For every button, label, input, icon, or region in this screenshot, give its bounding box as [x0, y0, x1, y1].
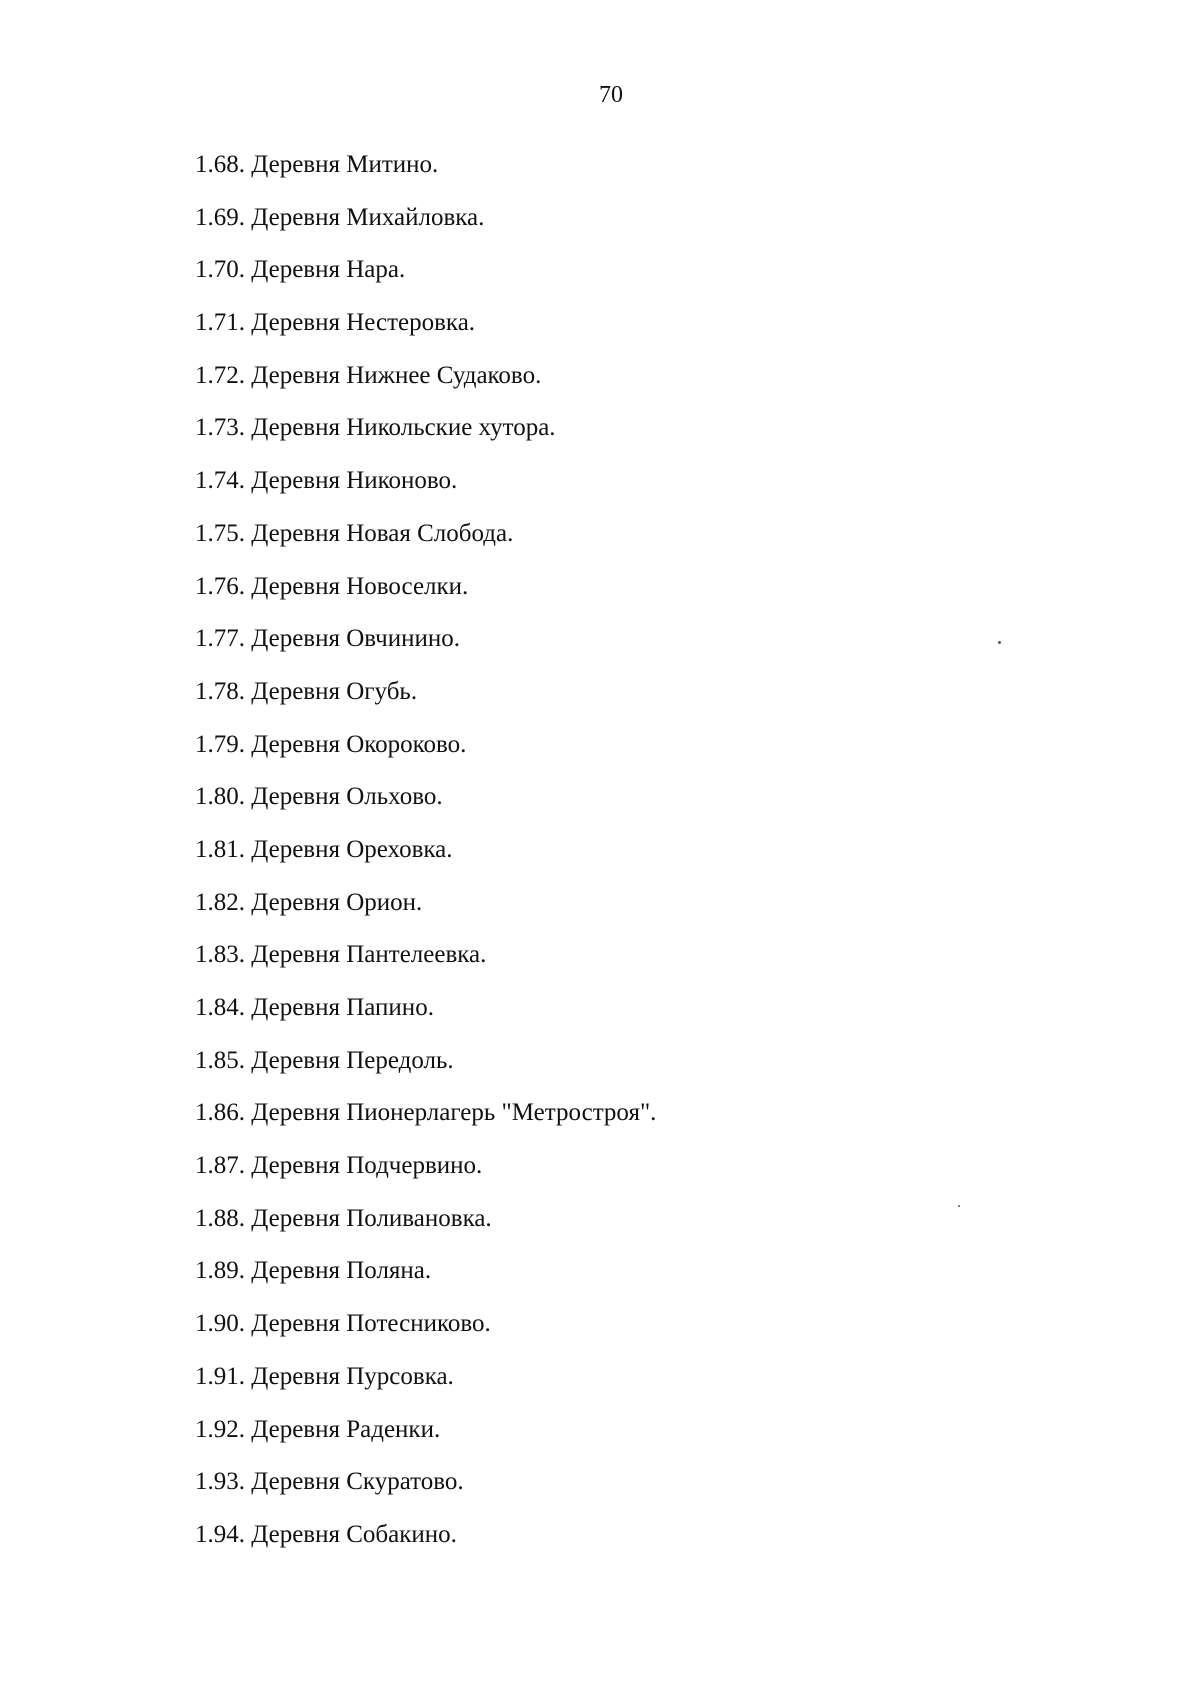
list-item: 1.78. Деревня Огубь. [195, 677, 418, 705]
list-item: 1.73. Деревня Никольские хутора. [195, 414, 556, 442]
settlement-list [195, 150, 656, 1573]
scan-speck [998, 641, 1001, 644]
list-item: 1.72. Деревня Нижнее Судаково. [195, 361, 542, 389]
list-item: 1.94. Деревня Собакино. [195, 1520, 457, 1548]
list-item: 1.70. Деревня Нара. [195, 256, 406, 284]
list-item: 1.79. Деревня Окороково. [195, 730, 467, 758]
list-item: 1.87. Деревня Подчервино. [195, 1152, 483, 1180]
list-item: 1.69. Деревня Михайловка. [195, 203, 485, 231]
list-item: 1.75. Деревня Новая Слобода. [195, 519, 514, 547]
list-item: 1.86. Деревня Пионерлагерь "Метростроя". [195, 1099, 657, 1127]
list-item: 1.88. Деревня Поливановка. [195, 1204, 492, 1232]
list-item: 1.80. Деревня Ольхово. [195, 783, 443, 811]
list-item: 1.89. Деревня Поляна. [195, 1257, 432, 1285]
list-item: 1.84. Деревня Папино. [195, 994, 434, 1021]
list-item: 1.91. Деревня Пурсовка. [195, 1362, 454, 1390]
list-item: 1.71. Деревня Нестеровка. [195, 309, 476, 337]
list-item: 1.93. Деревня Скуратово. [195, 1468, 464, 1496]
page-number: 70 [599, 82, 623, 108]
list-item: 1.82. Деревня Орион. [195, 888, 423, 916]
list-item: 1.85. Деревня Передоль. [195, 1046, 454, 1074]
list-item: 1.77. Деревня Овчинино. [195, 625, 460, 653]
list-item: 1.76. Деревня Новоселки. [195, 572, 469, 600]
list-item: 1.74. Деревня Никоново. [195, 467, 458, 495]
list-item: 1.90. Деревня Потесниково. [195, 1310, 491, 1338]
list-item: 1.83. Деревня Пантелеевка. [195, 941, 487, 969]
list-item: 1.68. Деревня Митино. [195, 151, 439, 178]
list-item: 1.92. Деревня Раденки. [195, 1415, 441, 1443]
list-item: 1.81. Деревня Ореховка. [195, 835, 453, 863]
scan-speck [958, 1205, 960, 1207]
